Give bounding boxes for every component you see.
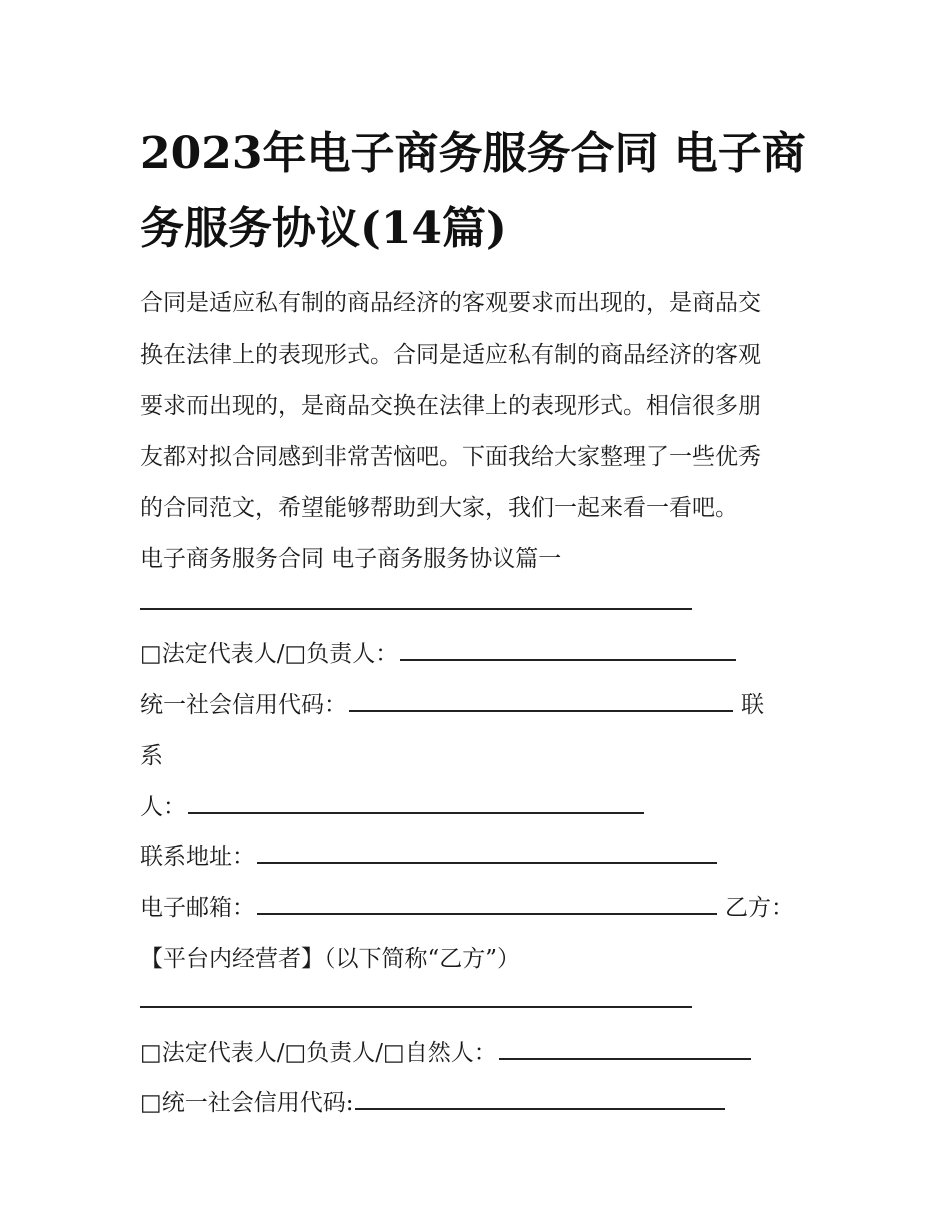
intro-line-3: 要求而出现的，是商品交换在法律上的表现形式。相信很多朋 — [140, 393, 761, 419]
legal-rep-row — [140, 635, 738, 668]
credit-code-b-blank[interactable] — [355, 1108, 725, 1110]
legal-rep-label: □法定代表人/□负责人： — [140, 641, 399, 667]
credit-code-label: 统一社会信用代码： — [140, 692, 347, 718]
credit-code-blank[interactable] — [349, 710, 733, 712]
email-row — [140, 889, 794, 922]
contact-blank[interactable] — [188, 812, 644, 814]
credit-code-b-label: □统一社会信用代码: — [140, 1090, 354, 1116]
document-title: 2023年电子商务服务合同 电子商务服务协议(14篇) — [140, 128, 806, 254]
intro-line-1: 合同是适应私有制的商品经济的客观要求而出现的，是商品交 — [140, 290, 761, 316]
party-a-name-blank[interactable] — [140, 608, 692, 610]
party-b-label: 乙方： — [725, 895, 794, 921]
address-row — [140, 838, 719, 871]
party-b-name-blank[interactable] — [140, 1006, 692, 1008]
intro-line-4: 友都对拟合同感到非常苦恼吧。下面我给大家整理了一些优秀 — [140, 444, 761, 470]
address-label: 联系地址： — [140, 844, 255, 870]
contact-row — [140, 788, 646, 821]
intro-line-5: 的合同范文，希望能够帮助到大家，我们一起来看一看吧。 — [140, 495, 738, 521]
legal-rep-b-row — [140, 1034, 753, 1067]
intro-line-2: 换在法律上的表现形式。合同是适应私有制的商品经济的客观 — [140, 342, 761, 368]
contact-label-part1: 联 — [741, 692, 764, 718]
contact-label-part3: 人： — [140, 794, 186, 820]
email-label: 电子邮箱： — [140, 895, 255, 921]
legal-rep-b-blank[interactable] — [499, 1058, 751, 1060]
legal-rep-blank[interactable] — [400, 659, 736, 661]
contact-label-part2: 系 — [140, 743, 163, 769]
address-blank[interactable] — [257, 862, 717, 864]
section-heading: 电子商务服务合同 电子商务服务协议篇一 — [140, 546, 562, 572]
credit-code-b-row — [140, 1084, 727, 1117]
email-blank[interactable] — [257, 913, 717, 915]
legal-rep-b-label: □法定代表人/□负责人/□自然人： — [140, 1040, 497, 1066]
party-b-desc: 【平台内经营者】（以下简称“乙方”） — [140, 946, 521, 972]
credit-code-row — [140, 686, 764, 719]
